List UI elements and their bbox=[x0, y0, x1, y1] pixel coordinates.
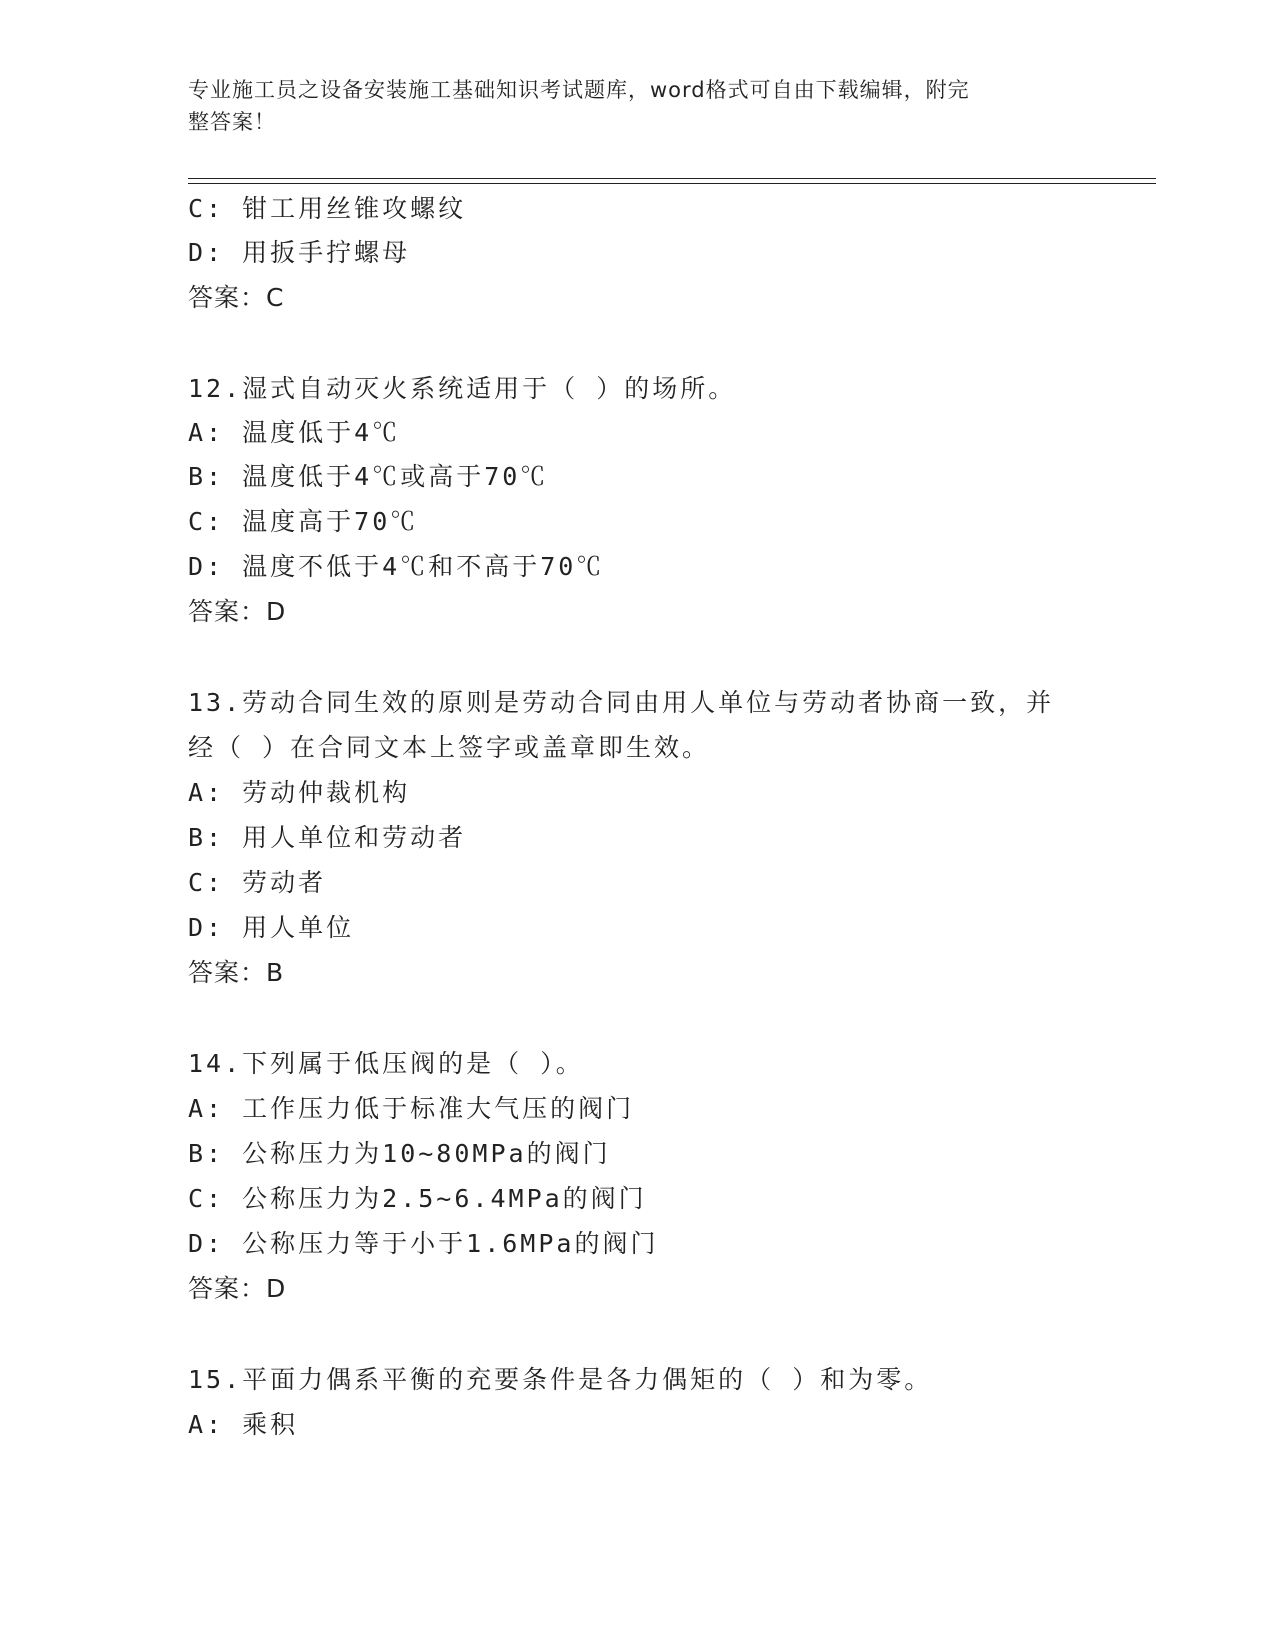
q12-stem: 12.湿式自动灭火系统适用于（ ）的场所。 bbox=[188, 374, 737, 403]
q12-answer: 答案：D bbox=[188, 597, 287, 626]
q14-option-c: C: 公称压力为2.5~6.4MPa的阀门 bbox=[188, 1184, 647, 1213]
q12-option-c: C: 温度高于70℃ bbox=[188, 507, 419, 536]
q14-option-a: A: 工作压力低于标准大气压的阀门 bbox=[188, 1094, 635, 1123]
q11-option-d: D: 用扳手拧螺母 bbox=[188, 238, 411, 267]
q12-option-b: B: 温度低于4℃或高于70℃ bbox=[188, 462, 549, 491]
document-header bbox=[188, 74, 1068, 138]
q15-stem: 15.平面力偶系平衡的充要条件是各力偶矩的（ ）和为零。 bbox=[188, 1365, 933, 1394]
q13-option-c: C: 劳动者 bbox=[188, 868, 327, 897]
q14-stem: 14.下列属于低压阀的是（ ）。 bbox=[188, 1049, 584, 1078]
header-divider-bottom bbox=[188, 183, 1156, 184]
q13-stem-line2: 经（ ）在合同文本上签字或盖章即生效。 bbox=[188, 733, 711, 762]
q15-option-a: A: 乘积 bbox=[188, 1410, 299, 1439]
header-title-line2: 整答案！ bbox=[188, 110, 276, 134]
q13-option-b: B: 用人单位和劳动者 bbox=[188, 823, 467, 852]
q12-option-a: A: 温度低于4℃ bbox=[188, 418, 401, 447]
q11-option-c: C: 钳工用丝锥攻螺纹 bbox=[188, 194, 467, 223]
header-title-line1: 专业施工员之设备安装施工基础知识考试题库，word格式可自由下载编辑，附完 bbox=[188, 78, 970, 102]
q13-option-a: A: 劳动仲裁机构 bbox=[188, 778, 411, 807]
q13-answer: 答案：B bbox=[188, 958, 285, 987]
q14-option-d: D: 公称压力等于小于1.6MPa的阀门 bbox=[188, 1229, 659, 1258]
q11-answer: 答案：C bbox=[188, 283, 285, 312]
q12-option-d: D: 温度不低于4℃和不高于70℃ bbox=[188, 552, 605, 581]
q13-option-d: D: 用人单位 bbox=[188, 913, 355, 942]
header-divider-top bbox=[188, 178, 1156, 179]
q13-stem-line1: 13.劳动合同生效的原则是劳动合同由用人单位与劳动者协商一致，并 bbox=[188, 688, 1055, 717]
q14-answer: 答案：D bbox=[188, 1274, 287, 1303]
q14-option-b: B: 公称压力为10~80MPa的阀门 bbox=[188, 1139, 611, 1168]
